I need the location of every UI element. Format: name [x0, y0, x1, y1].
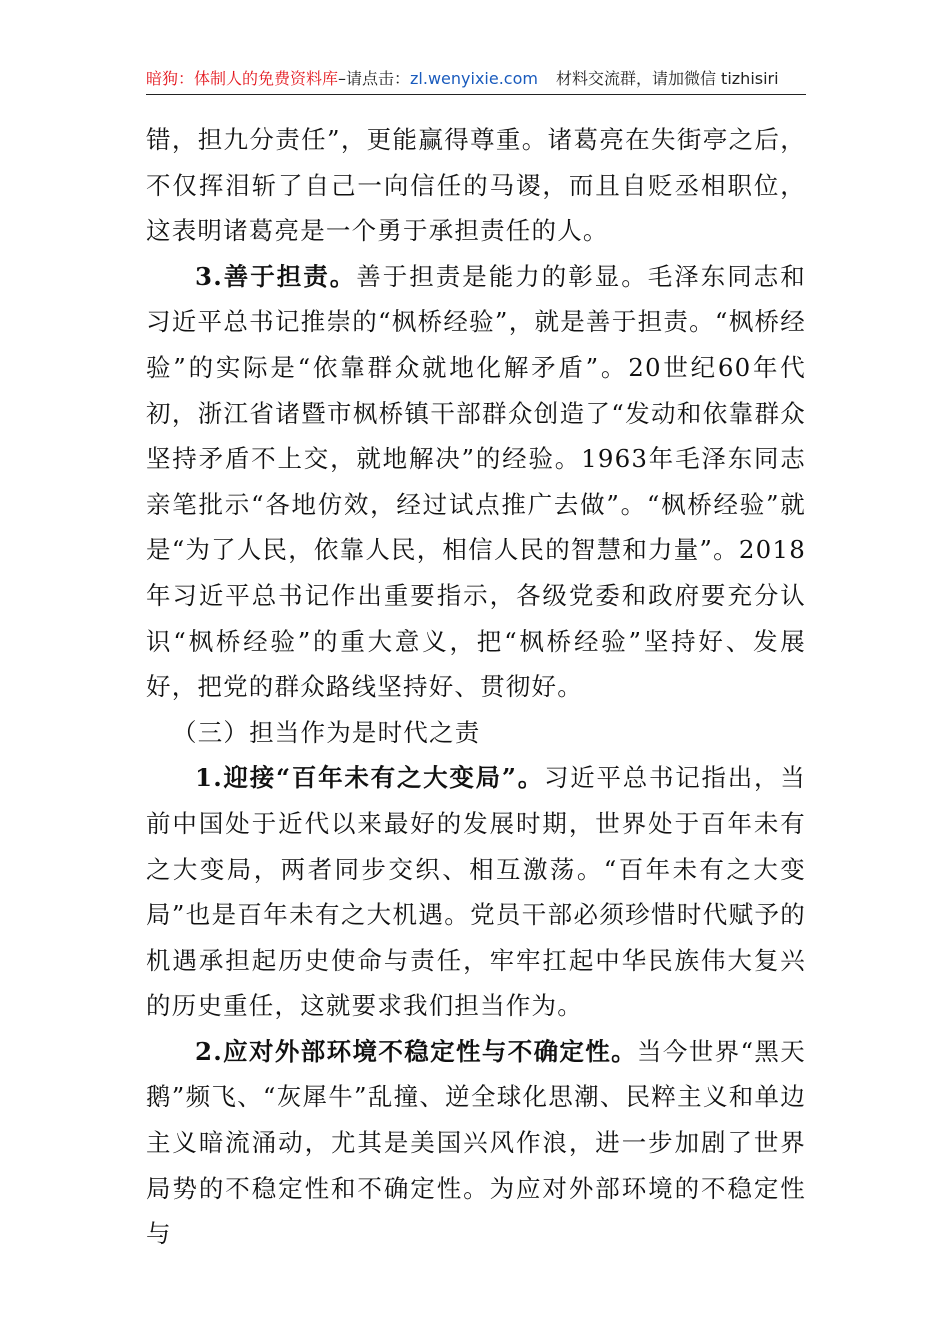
header-contact: 材料交流群，请加微信 tizhisiri [555, 69, 779, 88]
document-body [146, 117, 806, 1257]
paragraph-title: 2.应对外部环境不稳定性与不确定性。 [195, 1036, 638, 1066]
page-header [146, 66, 806, 95]
paragraph-text: 习近平总书记指出，当前中国处于近代以来最好的发展时期，世界处于百年未有之大变局，两者同步交织、相互激荡。“百年未有之大变局”也是百年未有之大机遇。党员干部必须珍惜时代赋予的机遇承担起历史使命与责任，牢牢扛起中华民族伟大复兴的历史重任，这就要求我们担当作为。 [146, 763, 806, 1021]
paragraph-waibu-huanjing [146, 1029, 806, 1257]
section-heading: （三）担当作为是时代之责 [172, 717, 481, 747]
paragraph-title: 3.善于担责。 [195, 261, 357, 291]
paragraph-continuation: 错，担九分责任”，更能赢得尊重。诸葛亮在失街亭之后，不仅挥泪斩了自己一向信任的马谡，而且自贬丞相职位，这表明诸葛亮是一个勇于承担责任的人。 [146, 125, 806, 246]
header-brand: 暗狗：体制人的免费资料库 [146, 69, 339, 88]
paragraph-shanyu-danze [146, 254, 806, 710]
header-url-link[interactable]: zl.wenyixie.com [410, 69, 538, 88]
paragraph-title: 1.迎接“百年未有之大变局”。 [195, 763, 545, 793]
header-prompt: –请点击： [338, 69, 411, 88]
paragraph-text: 善于担责是能力的彰显。毛泽东同志和习近平总书记推崇的“枫桥经验”，就是善于担责。“枫桥经验”的实际是“依靠群众就地化解矛盾”。20世纪60年代初，浙江省诸暨市枫桥镇干部群众创造了“发动和依靠群众坚持矛盾不上交，就地解决”的经验。1963年毛泽东同志亲笔批示“各地仿效，经过试点推广去做”。“枫桥经验”就是“为了人民，依靠人民，相信人民的智慧和力量”。2018年习近平总书记作出重要指示，各级党委和政府要充分认识“枫桥经验”的重大意义，把“枫桥经验”坚持好、发展好，把党的群众路线坚持好、贯彻好。 [146, 261, 806, 702]
paragraph-bianju [146, 755, 806, 1029]
paragraph-text: 当今世界“黑天鹅”频飞、“灰犀牛”乱撞、逆全球化思潮、民粹主义和单边主义暗流涌动，尤其是美国兴风作浪，进一步加剧了世界局势的不稳定性和不确定性。为应对外部环境的不稳定性与 [146, 1036, 806, 1249]
